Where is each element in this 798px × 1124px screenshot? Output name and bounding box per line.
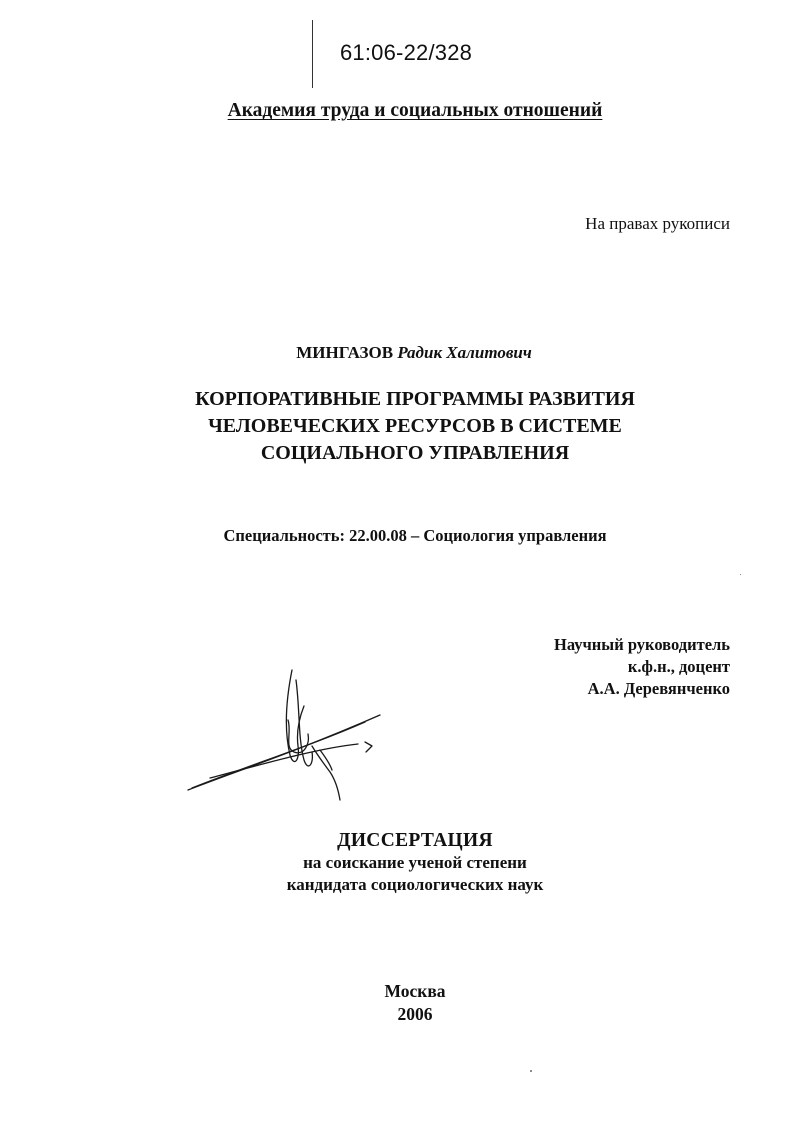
- place-year-block: [0, 980, 798, 1026]
- organization-header: [0, 100, 798, 122]
- year: 2006: [397, 1004, 433, 1024]
- handwritten-signature: [180, 660, 410, 810]
- manuscript-rights-note: На правах рукописи: [585, 214, 730, 233]
- dissertation-line-1: на соискание ученой степени: [303, 853, 527, 872]
- title-line: СОЦИАЛЬНОГО УПРАВЛЕНИЯ: [260, 442, 570, 464]
- dissertation-title: [0, 386, 798, 467]
- dissertation-line-2: кандидата социологических наук: [286, 875, 544, 894]
- dissertation-block: [0, 830, 798, 896]
- author-line: [0, 343, 798, 363]
- dissertation-heading: ДИССЕРТАЦИЯ: [337, 830, 493, 851]
- adviser-degree: к.ф.н., доцент: [627, 657, 730, 676]
- title-line: КОРПОРАТИВНЫЕ ПРОГРАММЫ РАЗВИТИЯ: [195, 388, 635, 410]
- paper-speck: [530, 1070, 532, 1072]
- organization-name: Академия труда и социальных отношений: [227, 100, 603, 121]
- adviser-block: [554, 634, 730, 700]
- author-surname: МИНГАЗОВ: [296, 343, 394, 362]
- paper-speck: [740, 574, 741, 575]
- author-given-names: Радик Халитович: [397, 343, 532, 362]
- city: Москва: [384, 981, 446, 1001]
- registry-stamp-line: [312, 20, 313, 88]
- title-line: ЧЕЛОВЕЧЕСКИХ РЕСУРСОВ В СИСТЕМЕ: [208, 415, 622, 437]
- adviser-role: Научный руководитель: [554, 635, 730, 654]
- specialty-line: Специальность: 22.00.08 – Социология управления: [223, 526, 607, 545]
- registry-code: 61:06-22/328: [340, 40, 473, 65]
- adviser-name: А.А. Деревянченко: [587, 679, 730, 698]
